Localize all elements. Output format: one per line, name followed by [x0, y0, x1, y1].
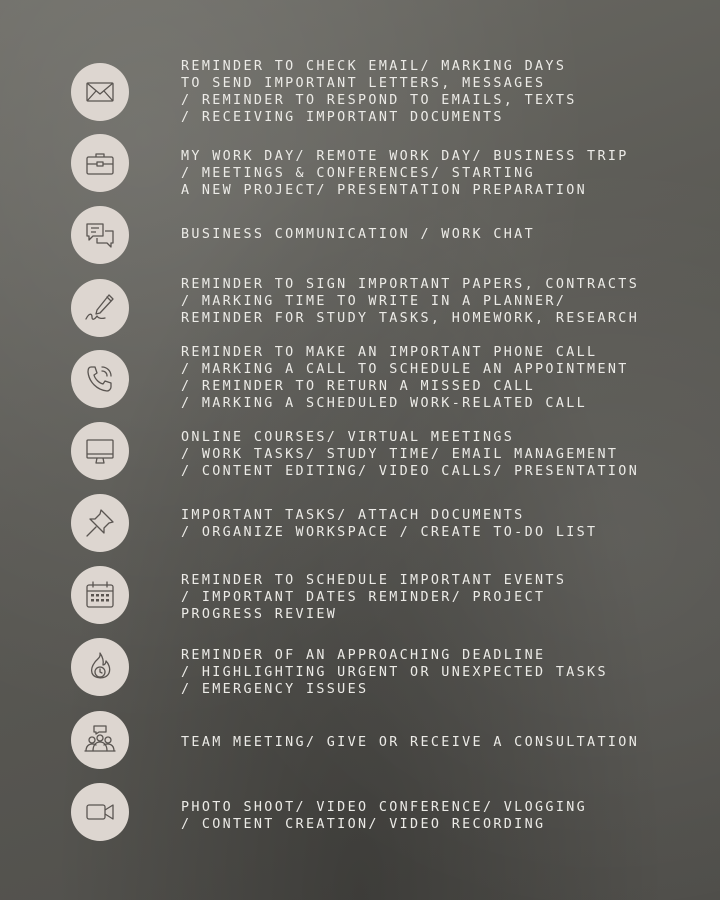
phone-call-icon: [71, 350, 129, 408]
video-camera-icon: [71, 783, 129, 841]
item-text: REMINDER TO SIGN IMPORTANT PAPERS, CONTRACTS / MARKING TIME TO WRITE IN A PLANNER/ REMINDER FOR STUDY TASKS, HOMEWORK, RESEARCH: [181, 277, 640, 326]
envelope-icon: [71, 63, 129, 121]
pushpin-icon: [71, 494, 129, 552]
team-meeting-icon: [71, 711, 129, 769]
item-text: PHOTO SHOOT/ VIDEO CONFERENCE/ VLOGGING / CONTENT CREATION/ VIDEO RECORDING: [181, 800, 588, 832]
fire-clock-icon: [71, 638, 129, 696]
calendar-icon: [71, 566, 129, 624]
item-text: REMINDER OF AN APPROACHING DEADLINE / HIGHLIGHTING URGENT OR UNEXPECTED TASKS / EMERGENCY ISSUES: [181, 648, 608, 697]
monitor-icon: [71, 422, 129, 480]
pen-signature-icon: [71, 279, 129, 337]
briefcase-icon: [71, 134, 129, 192]
item-text: TEAM MEETING/ GIVE OR RECEIVE A CONSULTATION: [181, 735, 640, 750]
item-text: REMINDER TO MAKE AN IMPORTANT PHONE CALL / MARKING A CALL TO SCHEDULE AN APPOINTMENT / REMINDER TO RETURN A MISSED CALL / MARKING A SCHEDULED WORK-RELATED CALL: [181, 345, 629, 411]
item-text: ONLINE COURSES/ VIRTUAL MEETINGS / WORK TASKS/ STUDY TIME/ EMAIL MANAGEMENT / CONTENT EDITING/ VIDEO CALLS/ PRESENTATION: [181, 430, 640, 479]
item-text: MY WORK DAY/ REMOTE WORK DAY/ BUSINESS TRIP / MEETINGS & CONFERENCES/ STARTING A NEW PROJECT/ PRESENTATION PREPARATION: [181, 149, 629, 198]
chat-bubbles-icon: [71, 206, 129, 264]
item-text: REMINDER TO CHECK EMAIL/ MARKING DAYS TO SEND IMPORTANT LETTERS, MESSAGES / REMINDER TO RESPOND TO EMAILS, TEXTS / RECEIVING IMPORTANT DOCUMENTS: [181, 59, 577, 125]
item-text: REMINDER TO SCHEDULE IMPORTANT EVENTS / IMPORTANT DATES REMINDER/ PROJECT PROGRESS REVIEW: [181, 573, 567, 622]
item-text: IMPORTANT TASKS/ ATTACH DOCUMENTS / ORGANIZE WORKSPACE / CREATE TO-DO LIST: [181, 508, 598, 540]
item-text: BUSINESS COMMUNICATION / WORK CHAT: [181, 227, 536, 242]
